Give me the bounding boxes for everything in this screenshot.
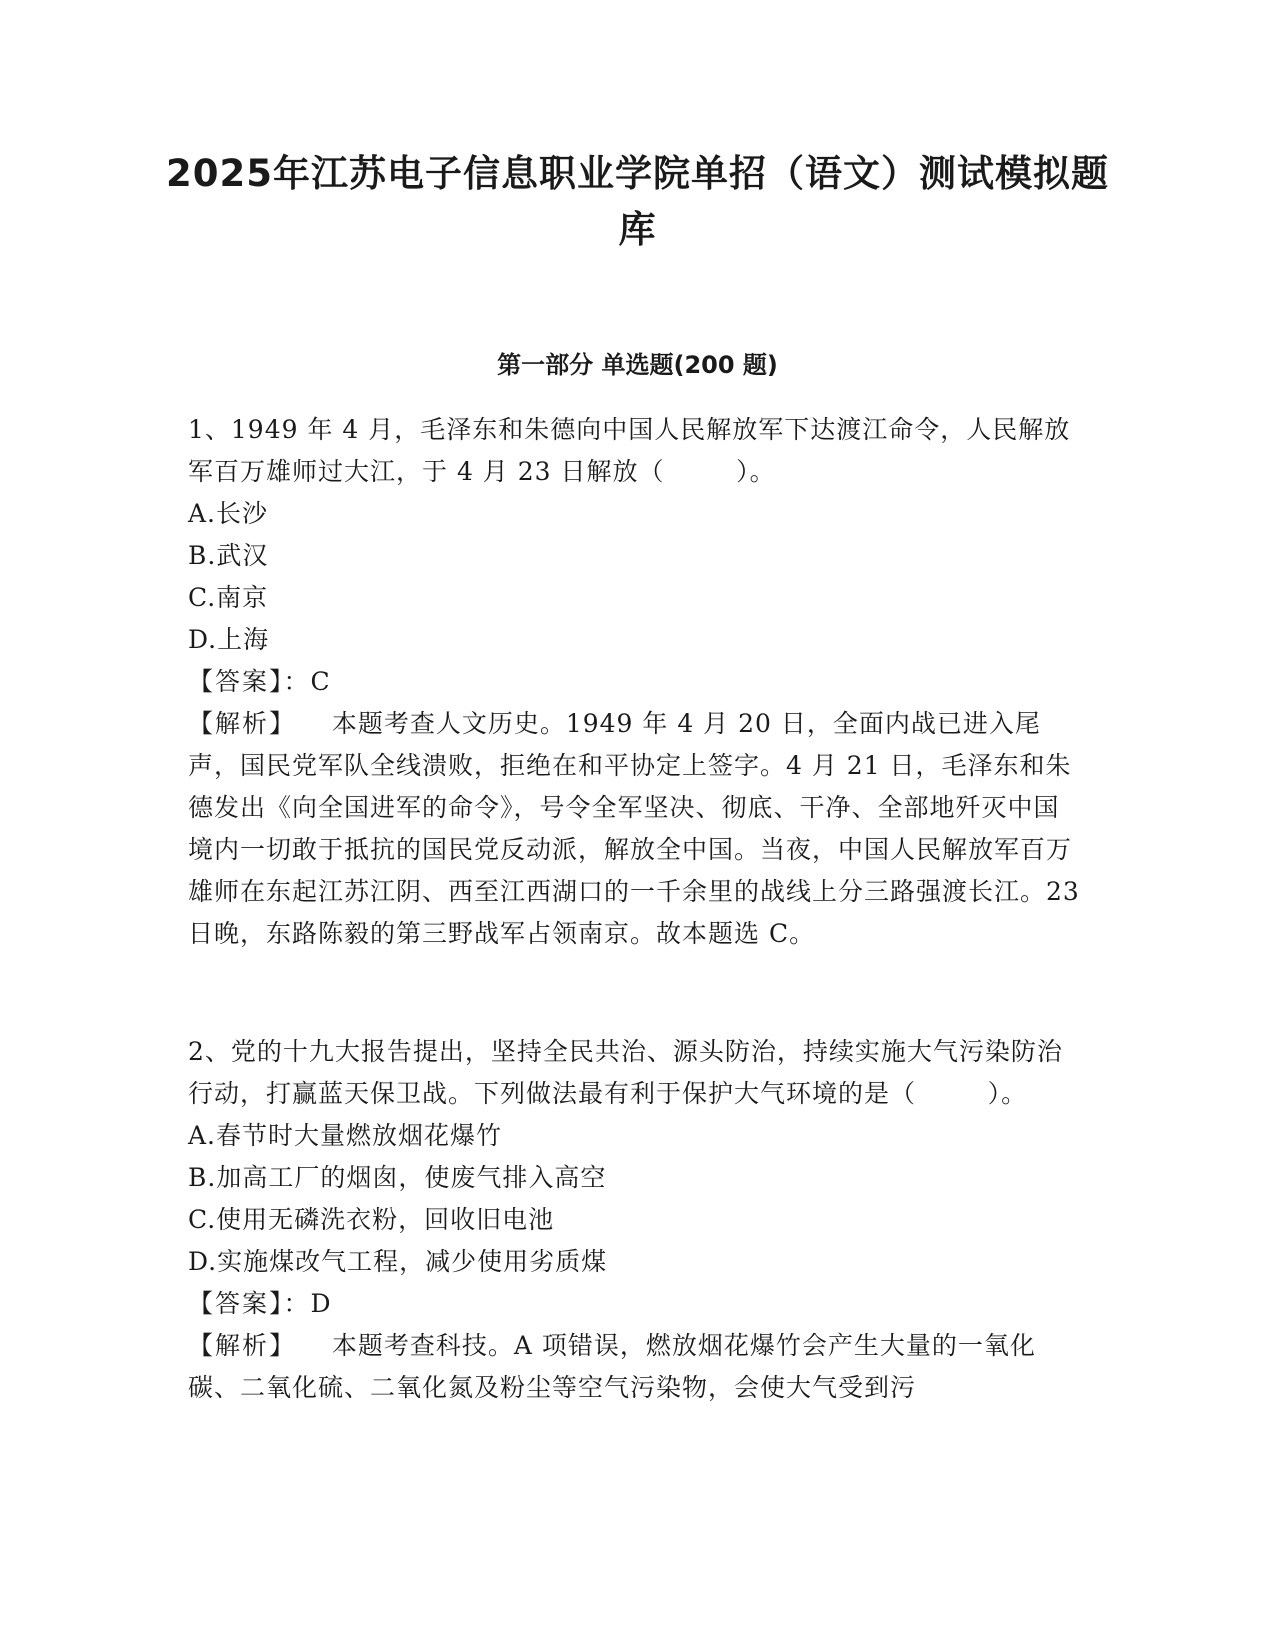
option-d: D.实施煤改气工程，减少使用劣质煤 — [188, 1247, 608, 1276]
document-title: 2025年江苏电子信息职业学院单招（语文）测试模拟题库 — [166, 152, 1109, 251]
option-c: C.南京 — [188, 583, 269, 612]
analysis-text: 本题考查人文历史。1949 年 4 月 20 日，全面内战已进入尾声，国民党军队全线溃败，拒绝在和平协定上签字。4 月 21 日，毛泽东和朱德发出《向全国进军的命令》，号令全军坚决、彻底、干净、全部地歼灭中国境内一切敢于抵抗的国民党反动派，解放全中国。当夜，中国人民解放军百万雄师在东起江苏江阴、西至江西湖口的一千余里的战线上分三路强渡长江。23 日晚，东路陈毅的第三野战军占领南京。故本题选 C。 — [188, 709, 1089, 948]
analysis-paragraph — [188, 1325, 1084, 1409]
answer-line — [188, 1283, 1084, 1325]
analysis-label: 【解析】 — [188, 709, 297, 738]
answer-label: 【答案】： — [188, 1289, 311, 1318]
question-block — [188, 1031, 1084, 1409]
answer-value: C — [310, 667, 331, 696]
option-b: B.武汉 — [188, 541, 269, 570]
answer-value: D — [310, 1289, 332, 1318]
answer-label: 【答案】： — [188, 667, 311, 696]
question-stem: 1、1949 年 4 月，毛泽东和朱德向中国人民解放军下达渡江命令，人民解放军百万雄师过大江，于 4 月 23 日解放（ ）。 — [188, 415, 1071, 486]
option-d: D.上海 — [188, 625, 270, 654]
option-a: A.长沙 — [188, 499, 269, 528]
option-a: A.春节时大量燃放烟花爆竹 — [188, 1121, 503, 1150]
question-block — [188, 409, 1089, 955]
analysis-text: 本题考查科技。A 项错误，燃放烟花爆竹会产生大量的一氧化碳、二氧化硫、二氧化氮及粉尘等空气污染物，会使大气受到污 — [188, 1331, 1036, 1402]
analysis-label: 【解析】 — [188, 1331, 297, 1360]
option-b: B.加高工厂的烟囱，使废气排入高空 — [188, 1163, 607, 1192]
option-c: C.使用无磷洗衣粉，回收旧电池 — [188, 1205, 555, 1234]
analysis-paragraph — [188, 703, 1089, 955]
section-title: 第一部分 单选题(200 题) — [497, 351, 778, 379]
answer-line — [188, 661, 1084, 703]
question-stem: 2、党的十九大报告提出，坚持全民共治、源头防治，持续实施大气污染防治行动，打赢蓝天保卫战。下列做法最有利于保护大气环境的是（ ）。 — [188, 1037, 1063, 1108]
